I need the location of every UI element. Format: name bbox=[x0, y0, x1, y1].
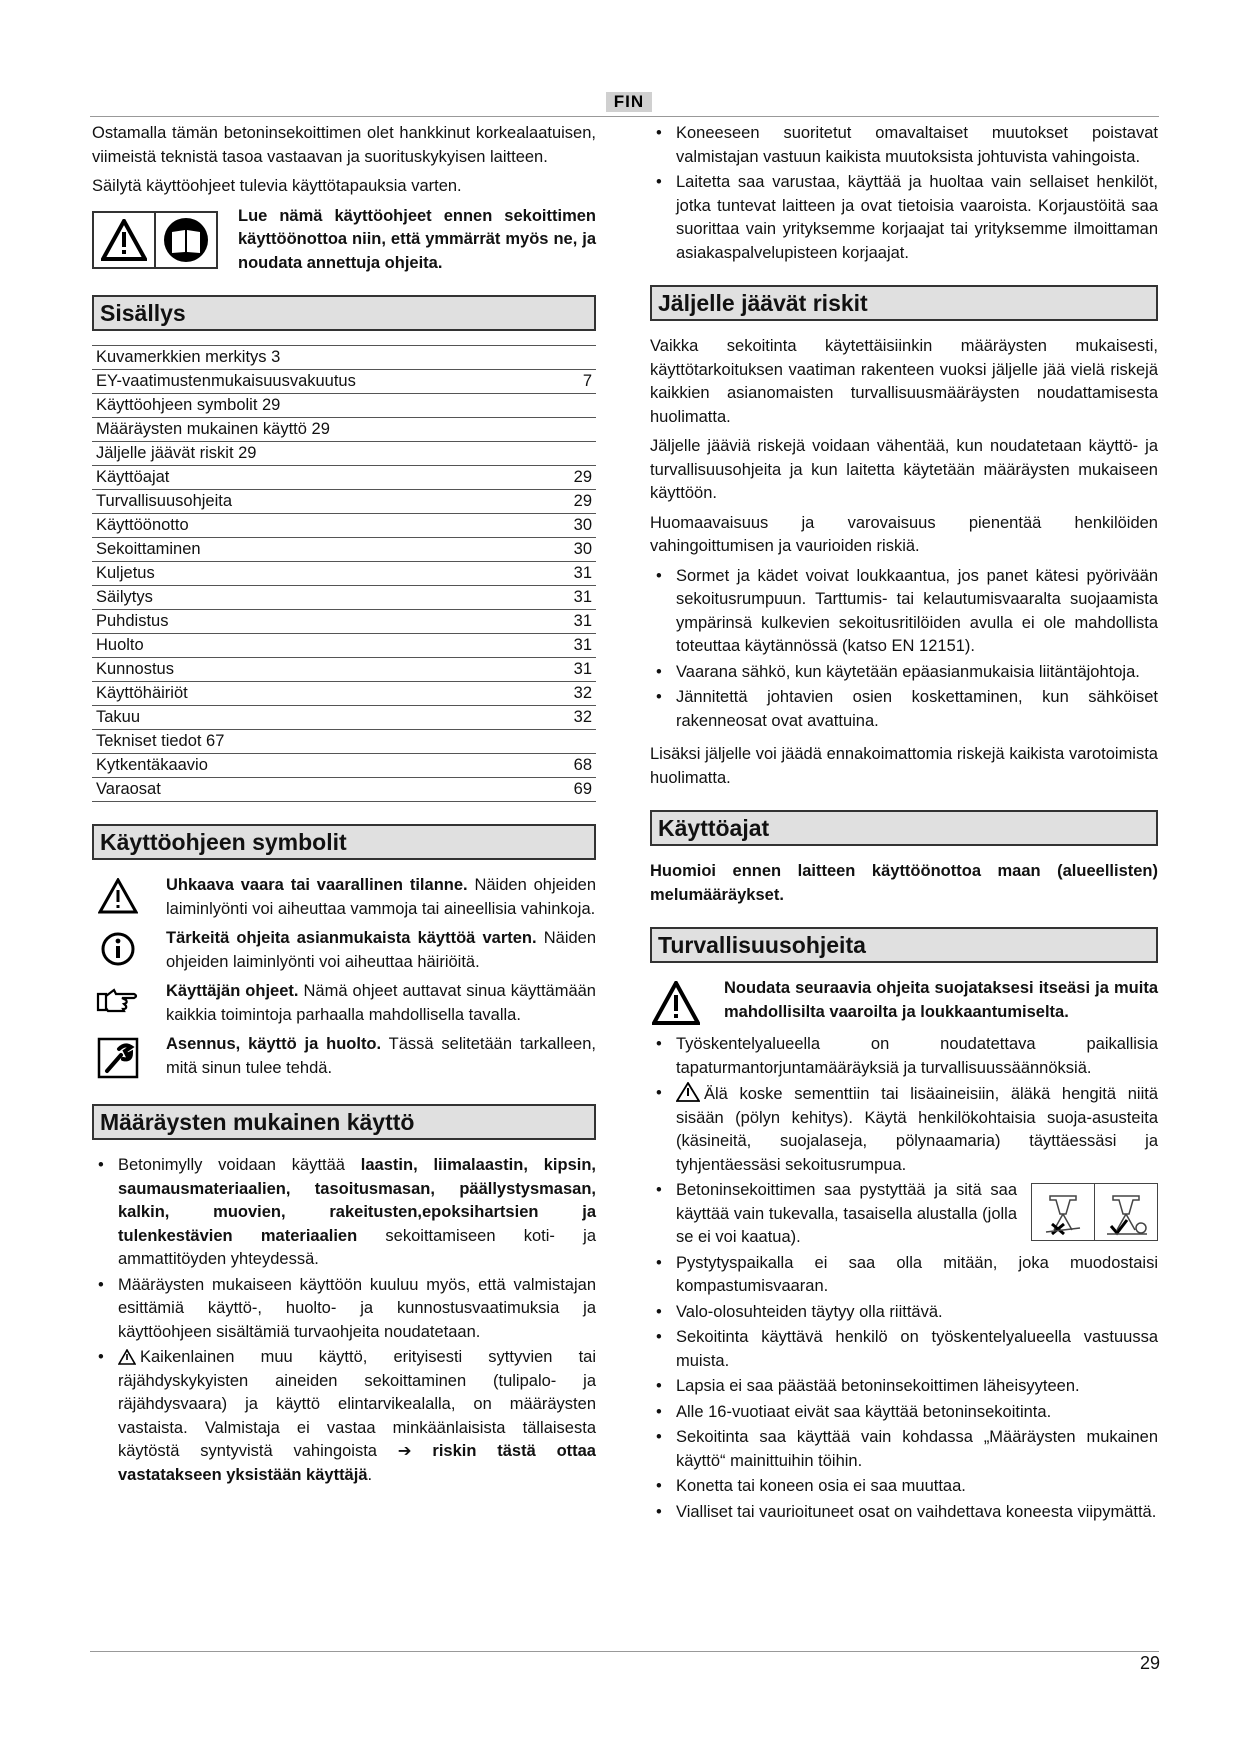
read-manual-warning bbox=[92, 205, 596, 282]
toc-item[interactable]: Määräysten mukainen käyttö 29 bbox=[92, 417, 596, 441]
list-item: • Vaarana sähkö, kun käytetään epäasianmukaisia liitäntäjohtoja. bbox=[650, 661, 1158, 685]
residual-risks-p3: Huomaavaisuus ja varovaisuus pienentää henkilöiden vahingoittumisen ja vaurioiden riskiä. bbox=[650, 513, 1158, 555]
safety-heading: Turvallisuusohjeita bbox=[650, 927, 1158, 963]
bottom-rule bbox=[90, 1651, 1159, 1652]
info-icon bbox=[92, 927, 144, 967]
toc-item[interactable]: Säilytys 31 bbox=[92, 585, 596, 609]
read-manual-text: Lue nämä käyttöohjeet ennen sekoittimen käyttöönottoa niin, että ymmärrät myös ne, ja noudata annettuja ohjeita. bbox=[238, 206, 596, 272]
manual-book-icon bbox=[154, 213, 216, 267]
toc-item[interactable]: Kytkentäkaavio 68 bbox=[92, 753, 596, 777]
list-item: • Jännitettä johtavien osien koskettaminen, kun sähköiset rakenneosat ovat avattuina. bbox=[650, 686, 1158, 733]
list-item: • Vialliset tai vaurioituneet osat on vaihdettava koneesta viipymättä. bbox=[650, 1501, 1158, 1525]
intro-keep-manual: Säilytä käyttöohjeet tulevia käyttötapauksia varten. bbox=[92, 177, 462, 195]
list-item: • Valo-olosuhteiden täytyy olla riittävä. bbox=[650, 1301, 1158, 1325]
operating-times-heading: Käyttöajat bbox=[650, 810, 1158, 846]
warning-triangle-icon bbox=[650, 977, 702, 1025]
residual-risks-p2: Jäljelle jääviä riskejä voidaan vähentää, kun noudatetaan käyttö- ja turvallisuusohjeita ja kun laitetta käytetään määräysten mukaiseen käyttöön. bbox=[650, 437, 1158, 502]
toc-item[interactable]: Kuvamerkkien merkitys 3 bbox=[92, 345, 596, 369]
toc-item[interactable]: Käyttöajat 29 bbox=[92, 465, 596, 489]
warning-icon-box bbox=[92, 211, 218, 269]
arrow-icon: ➔ bbox=[397, 1442, 412, 1460]
toc-item[interactable]: Turvallisuusohjeita 29 bbox=[92, 489, 596, 513]
intro-paragraph: Ostamalla tämän betoninsekoittimen olet hankkinut korkealaatuisen, viimeistä teknistä tasoa vastaavan ja suorituskykyisen laitteen. bbox=[92, 124, 596, 166]
residual-risks-p1: Vaikka sekoitinta käytettäisiinkin määräysten mukaisesti, käyttötarkoituksen vaatiman rakenteen vuoksi jäljelle jää vielä riskejä kaikkien asianomaisten turvallisuusmääräysten noudattamisesta huolimatta. bbox=[650, 337, 1158, 426]
list-item: • Älä koske sementtiin tai lisäaineisiin, äläkä hengitä niitä sisään (pölyn kehitys). Käytä henkilökohtaisia suoja-asusteita (käsineitä, suojalaseja, pölynaamaria) täyttäessäsi ja tyhjentäessäsi sekoitusrumpua. bbox=[650, 1082, 1158, 1177]
intended-use-heading: Määräysten mukainen käyttö bbox=[92, 1104, 596, 1140]
symbol-description: Käyttäjän ohjeet. Nämä ohjeet auttavat sinua käyttämään kaikkia toimintoja parhaalla mahdollisella tavalla. bbox=[166, 982, 596, 1024]
toc-item[interactable]: Sekoittaminen 30 bbox=[92, 537, 596, 561]
toc-item[interactable]: Takuu 32 bbox=[92, 705, 596, 729]
warning-triangle-icon bbox=[118, 1349, 136, 1365]
symbol-row bbox=[92, 1033, 596, 1080]
toc-item[interactable]: Käyttöohjeen symbolit 29 bbox=[92, 393, 596, 417]
list-item: • Lapsia ei saa päästää betoninsekoittimen läheisyyteen. bbox=[650, 1375, 1158, 1399]
safety-warning-text: Noudata seuraavia ohjeita suojataksesi itseäsi ja muita mahdollisilta vaaroilta ja loukkaantumiselta. bbox=[724, 979, 1158, 1021]
toc-item[interactable]: Varaosat 69 bbox=[92, 777, 596, 801]
toc-item[interactable]: Käyttöhäiriöt 32 bbox=[92, 681, 596, 705]
mixer-wrong-surface-icon bbox=[1032, 1184, 1094, 1240]
list-item bbox=[650, 1179, 1158, 1250]
symbols-heading: Käyttöohjeen symbolit bbox=[92, 824, 596, 860]
warning-triangle-icon bbox=[676, 1082, 700, 1102]
list-item: • Sekoitinta saa käyttää vain kohdassa „Määräysten mukainen käyttö“ mainittuihin töihin. bbox=[650, 1426, 1158, 1473]
symbol-description: Asennus, käyttö ja huolto. Tässä selitetään tarkalleen, mitä sinun tulee tehdä. bbox=[166, 1035, 596, 1077]
stand-images bbox=[1031, 1183, 1158, 1241]
toc-item[interactable]: Jäljelle jäävät riskit 29 bbox=[92, 441, 596, 465]
list-item: • Alle 16-vuotiaat eivät saa käyttää betoninsekoitinta. bbox=[650, 1401, 1158, 1425]
mixer-correct-surface-icon bbox=[1094, 1184, 1157, 1240]
symbol-row bbox=[92, 980, 596, 1027]
symbol-description: Tärkeitä ohjeita asianmukaista käyttöä varten. Näiden ohjeiden laiminlyönti voi aiheuttaa häiriöitä. bbox=[166, 929, 597, 971]
symbol-row bbox=[92, 874, 596, 921]
list-item: • Koneeseen suoritetut omavaltaiset muutokset poistavat valmistajan vastuun kaikista muutoksista johtuvista vahingoista. bbox=[650, 122, 1158, 169]
wrench-icon bbox=[92, 1033, 144, 1079]
list-item: • Sekoitinta käyttävä henkilö on työskentelyalueella vastuussa muista. bbox=[650, 1326, 1158, 1373]
top-bullets bbox=[650, 122, 1158, 265]
list-item: • Pystytyspaikalla ei saa olla mitään, joka muodostaisi kompastumisvaaran. bbox=[650, 1252, 1158, 1299]
warning-triangle-icon bbox=[92, 874, 144, 914]
list-item: • Kaikenlainen muu käyttö, erityisesti syttyvien tai räjähdyskykyisten aineiden sekoittaminen (tulipalo- ja räjähdysvaara) ja käyttö elintarvikealalla, on määräysten vastaista. Valmistaja ei vastaa minkäänlaisista tällaisesta käytöstä syntyvistä vahingoista ➔ riskin tästä ottaa vastatakseen yksistään käyttäjä. bbox=[92, 1346, 596, 1487]
language-tag: FIN bbox=[606, 92, 652, 112]
residual-risks-list bbox=[650, 565, 1158, 734]
toc-item[interactable]: EY-vaatimustenmukaisuusvakuutus 7 bbox=[92, 369, 596, 393]
list-item: • Betonimylly voidaan käyttää laastin, liimalaastin, kipsin, saumausmateriaalien, tasoitusmasan, päällystysmasan, kalkin, muovien, rakeitusten,epoksihartsien ja tulenkestävien materiaalien sekoittamiseen koti- ja ammattitöyden yhteydessä. bbox=[92, 1154, 596, 1272]
symbol-row bbox=[92, 927, 596, 974]
toc-item[interactable]: Huolto 31 bbox=[92, 633, 596, 657]
warning-triangle-icon bbox=[94, 213, 154, 267]
list-item: • Laitetta saa varustaa, käyttää ja huoltaa vain sellaiset henkilöt, jotka tuntevat laitteen ja ovat tietoisia vaaroista. Korjaustöitä saa suorittaa vain yrityksemme korjaajat tai yrityksemme ilmoittaman asiakaspalvelupisteen korjaajat. bbox=[650, 171, 1158, 265]
toc-item[interactable]: Käyttöönotto 30 bbox=[92, 513, 596, 537]
list-item: • Konetta tai koneen osia ei saa muuttaa. bbox=[650, 1475, 1158, 1499]
list-item: • Määräysten mukaiseen käyttöön kuuluu myös, että valmistajan esittämiä käyttö-, huolto- ja kunnostusvaatimuksia ja käyttöohjeen sisältämiä turvaohjeita noudatetaan. bbox=[92, 1274, 596, 1345]
toc-item[interactable]: Puhdistus 31 bbox=[92, 609, 596, 633]
list-item: • Työskentelyalueella on noudatettava paikallisia tapaturmantorjuntamääräyksiä ja turvallisuussäännöksiä. bbox=[650, 1033, 1158, 1080]
toc-item[interactable]: Kuljetus 31 bbox=[92, 561, 596, 585]
top-rule bbox=[90, 116, 1159, 117]
toc-item[interactable]: Kunnostus 31 bbox=[92, 657, 596, 681]
toc-heading: Sisällys bbox=[92, 295, 596, 331]
table-of-contents bbox=[92, 345, 596, 802]
stand-row: • Betoninsekoittimen saa pystyttää ja sitä saa käyttää vain tukevalla, tasaisella alustalla (jolla se ei voi kaatua). bbox=[676, 1179, 1158, 1250]
list-item: • Sormet ja kädet voivat loukkaantua, jos panet kätesi pyörivään sekoitusrumpuun. Tarttumis- tai kelautumisvaaralta suojaamista ympärinsä kulkevien sekoitusritilöiden avulla ei ole mahdollista toteuttaa käytännössä (katso EN 12151). bbox=[650, 565, 1158, 659]
residual-risks-p4: Lisäksi jäljelle voi jäädä ennakoimattomia riskejä kaikista varotoimista huolimatta. bbox=[650, 745, 1158, 787]
right-column bbox=[650, 122, 1158, 1534]
operating-times-text: Huomioi ennen laitteen käyttöönottoa maan (alueellisten) melumääräykset. bbox=[650, 862, 1158, 904]
toc-item[interactable]: Tekniset tiedot 67 bbox=[92, 729, 596, 753]
pointing-hand-icon bbox=[92, 980, 144, 1014]
intended-use-list bbox=[92, 1154, 596, 1487]
left-column bbox=[92, 122, 596, 1497]
symbol-description: Uhkaava vaara tai vaarallinen tilanne. Näiden ohjeiden laiminlyönti voi aiheuttaa vammoja tai aineellisia vahinkoja. bbox=[166, 876, 596, 918]
page-number: 29 bbox=[1139, 1653, 1160, 1673]
safety-list bbox=[650, 1033, 1158, 1524]
safety-warning bbox=[650, 977, 1158, 1025]
residual-risks-heading: Jäljelle jäävät riskit bbox=[650, 285, 1158, 321]
